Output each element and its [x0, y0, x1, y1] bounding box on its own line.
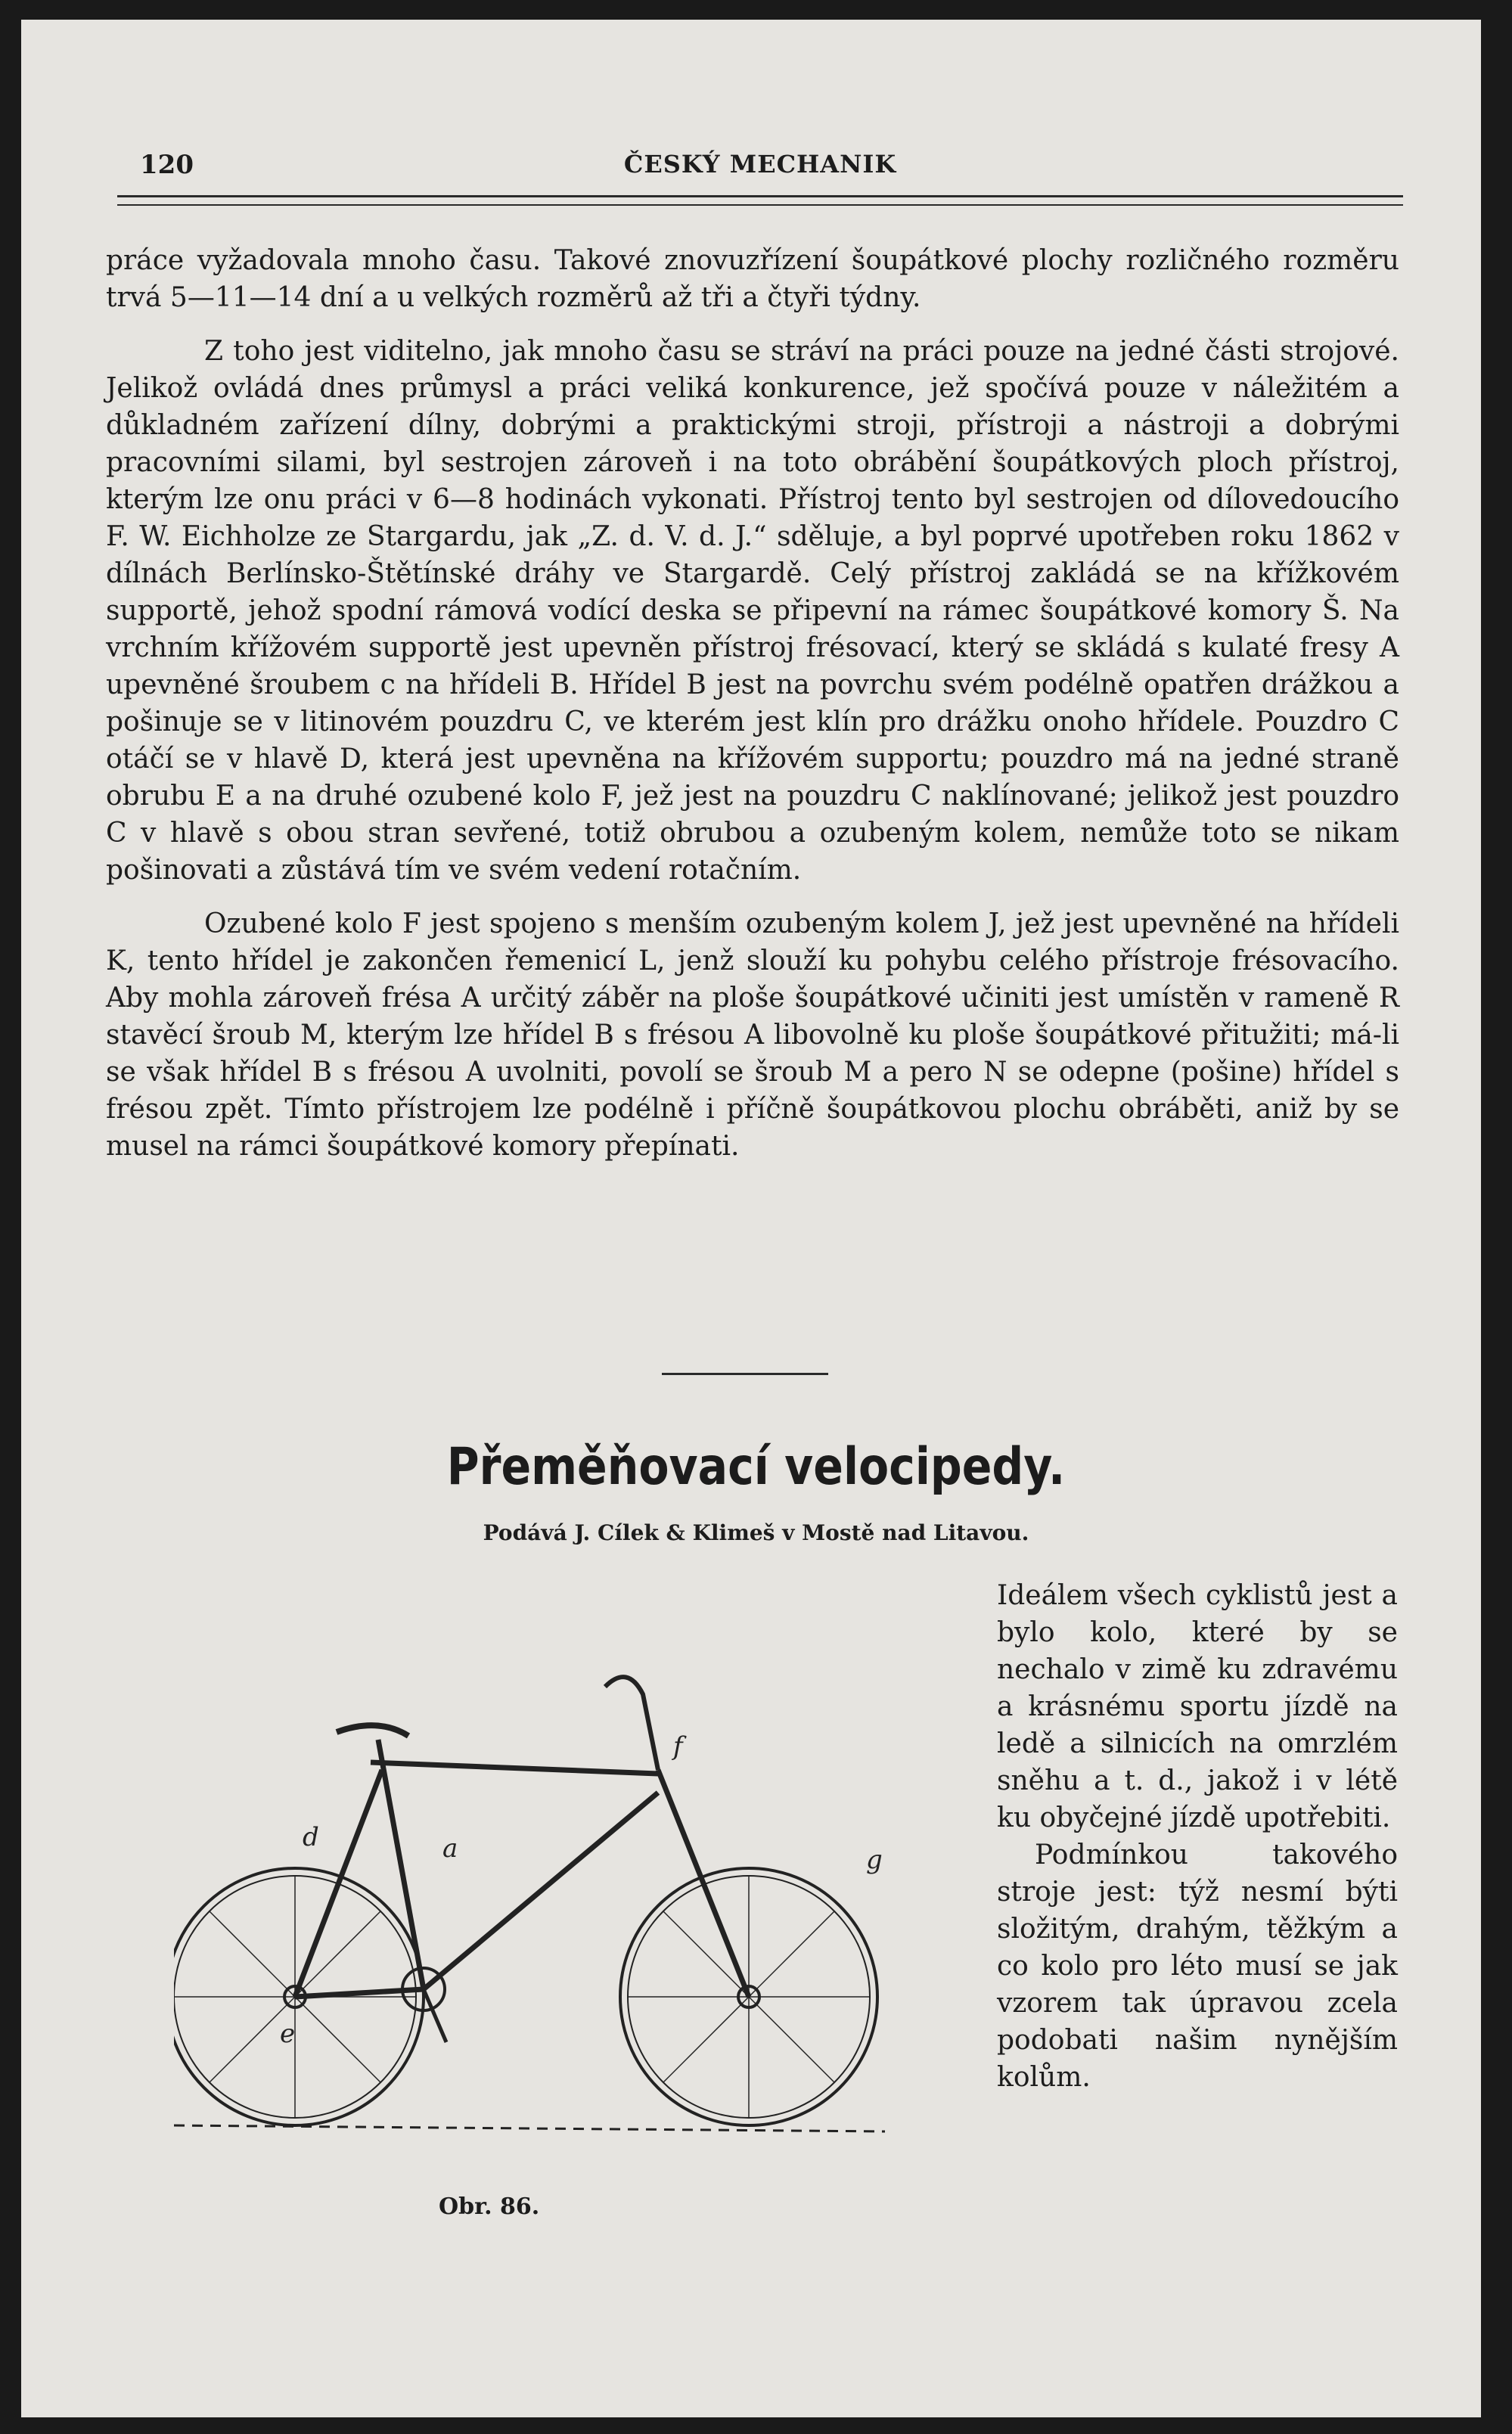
body-text — [106, 242, 1399, 1181]
seat-tube — [378, 1740, 424, 1989]
side-text — [997, 1577, 1398, 2096]
figure-label: e — [280, 2019, 296, 2049]
top-tube — [371, 1762, 658, 1774]
article-byline: Podává J. Cílek & Klimeš v Mostě nad Litavou. — [483, 1520, 1029, 1545]
header-rule — [117, 195, 1403, 206]
page-number: 120 — [140, 150, 194, 180]
fork — [658, 1770, 749, 1997]
article-title: Přeměňovací velocipedy. — [446, 1437, 1066, 1497]
page-header — [117, 150, 1403, 188]
running-title: ČESKÝ MECHANIK — [623, 150, 897, 179]
paragraph: práce vyžadovala mnoho času. Takové znovuzřízení šoupátkové plochy rozličného rozměru trvá 5—11—14 dní a u velkých rozměrů až tři a čtyři týdny. — [106, 245, 1399, 313]
section-divider — [662, 1373, 828, 1375]
paragraph: Podmínkou takového stroje jest: týž nesmí býti složitým, drahým, těžkým a co kolo pro léto musí se jak vzorem tak úpravou zcela podobati našim nynějším kolům. — [997, 1839, 1398, 2093]
figure-caption: Obr. 86. — [439, 2193, 540, 2220]
down-tube — [424, 1793, 658, 1989]
handlebar — [605, 1677, 658, 1770]
figure-label: d — [303, 1822, 319, 1852]
paragraph: Ozubené kolo F jest spojeno s menším ozubeným kolem J, jež jest upevněné na hřídeli K, tento hřídel je zakončen řemenicí L, jenž slouží ku pohybu celého přístroje frésovacího. Aby mohla zároveň frésa A určitý záběr na ploše šoupátkové učiniti jest umístěn v rameně R stavěcí šroub M, kterým lze hřídel B s frésou A libovolně ku ploše šoupátkové přitužiti; má-li se však hřídel B s frésou A uvolniti, povolí se šroub M a pero N se odepne (pošine) hřídel s frésou zpět. Tímto přístrojem lze podélně i příčně šoupátkovou plochu obráběti, aniž by se musel na rámci šoupátkové komory přepínati. — [106, 908, 1399, 1162]
saddle — [337, 1725, 408, 1736]
figure-label: a — [442, 1833, 458, 1864]
paragraph: Z toho jest viditelno, jak mnoho času se stráví na práci pouze na jedné části strojové. Jelikož ovládá dnes průmysl a práci veliká konkurence, jež spočívá pouze v náležitém a důkladném zařízení dílny, dobrými a praktickými stroji, přístroji a nástroji a dobrými pracovními silami, byl sestrojen zároveň i na toto obrábění šoupátkových ploch přístroj, kterým lze onu práci v 6—8 hodinách vykonati. Přístroj tento byl sestrojen od dílovedoucího F. W. Eichholze ze Stargardu, jak „Z. d. V. d. J.“ sděluje, a byl poprvé upotřeben roku 1862 v dílnách Berlínsko-Štětínské dráhy ve Stargardě. Celý přístroj zakládá se na křížkovém supportě, jehož spodní rámová vodící deska se připevní na rámec šoupátkové komory Š. Na vrchním křížovém supportě jest upevněn přístroj frésovací, který se skládá s kulaté fresy A upevněné šroubem c na hřídeli B. Hřídel B jest na povrchu svém podélně opatřen drážkou a pošinuje se v litinovém pouzdru C, ve kterém jest klín pro drážku onoho hřídele. Pouzdro C otáčí se v hlavě D, která jest upevněna na křížovém supportu; pouzdro má na jedné straně obrubu E a na druhé ozubené kolo F, jež jest na pouzdru C naklínované; jelikož jest pouzdro C v hlavě s obou stran sevřené, totiž obrubou a ozubeným kolem, nemůže toto se nikam pošinovati a zůstává tím ve svém vedení rotačním. — [106, 336, 1399, 886]
figure-label: f — [673, 1731, 683, 1762]
seat-stay — [295, 1770, 382, 1997]
paragraph: Ideálem všech cyklistů jest a bylo kolo, které by se nechalo v zimě ku zdravému a krásnému sportu jízdě na ledě a silnicích na omrzlém sněhu a t. d., jakož i v létě ku obyčejné jízdě upotřebiti. — [997, 1580, 1398, 1833]
figure-label: g — [866, 1845, 883, 1875]
bicycle-illustration — [174, 1641, 930, 2171]
